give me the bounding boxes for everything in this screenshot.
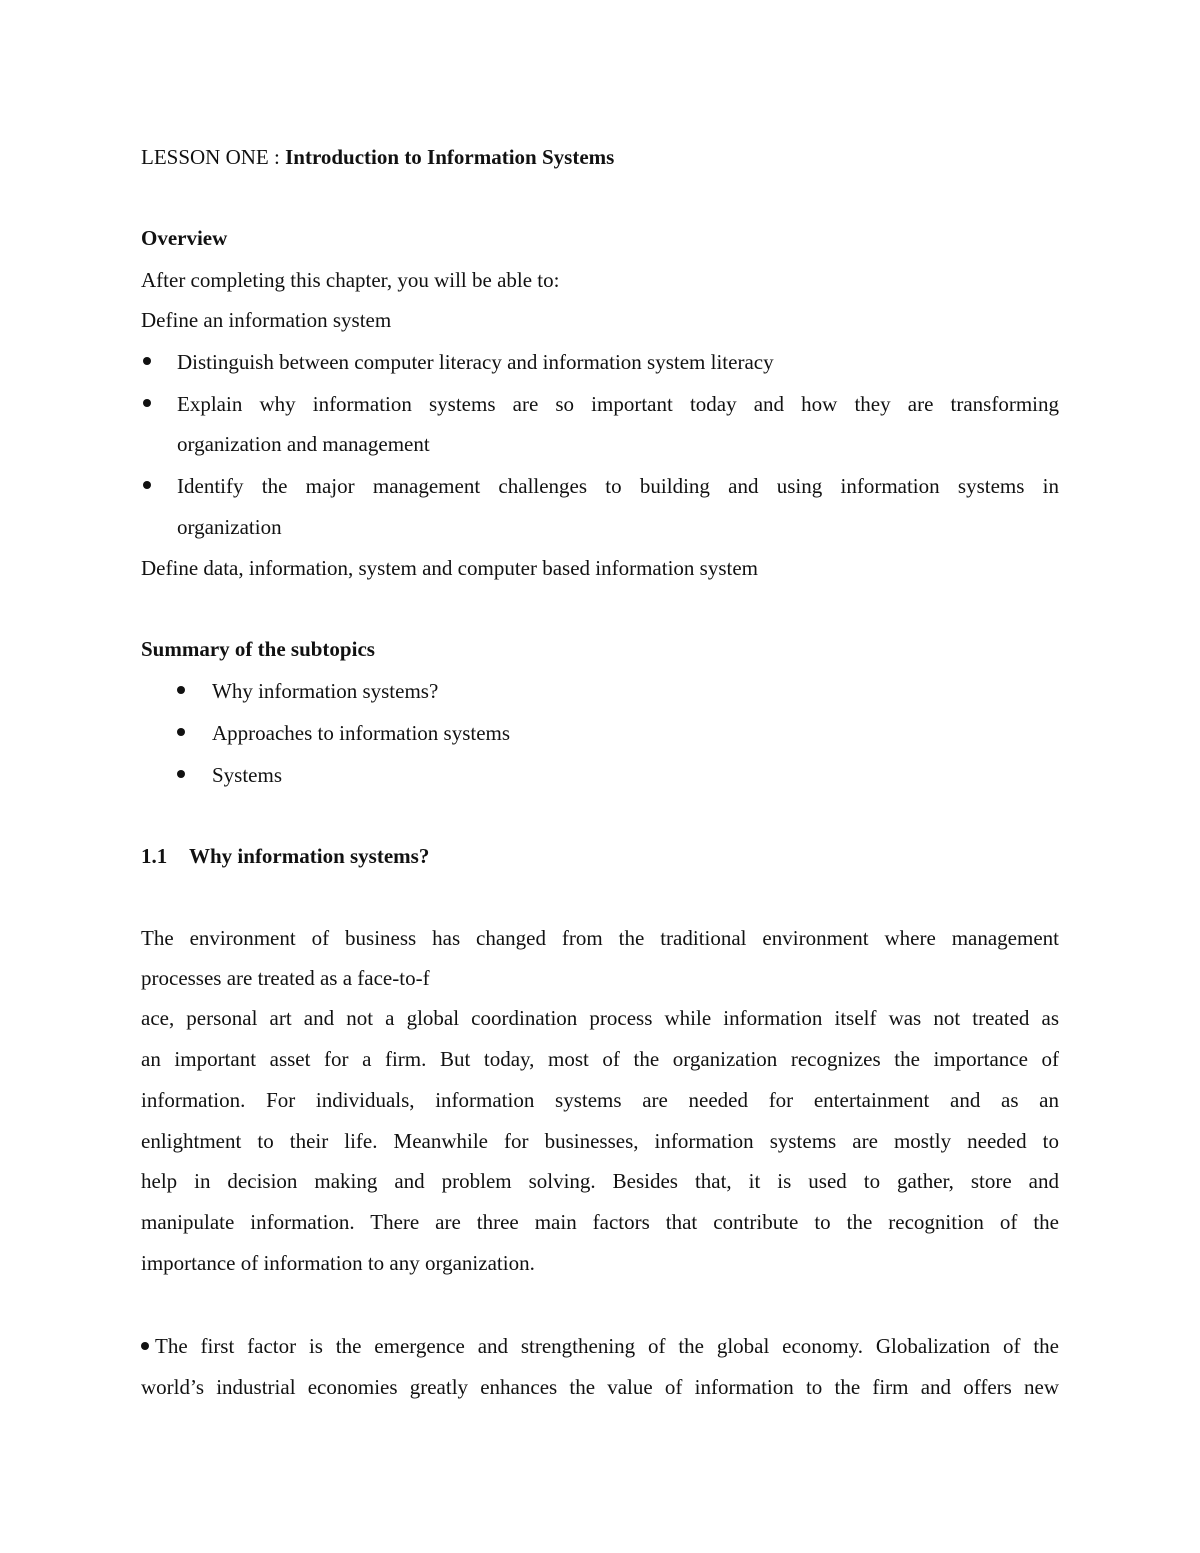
paragraph-line-3: ace, personal art and not a global coordination process while information itself was not treated as: [141, 1006, 1059, 1030]
lesson-title-main: Introduction to Information Systems: [285, 145, 615, 169]
bullet-icon: [143, 357, 151, 365]
factor-line-1-text: The first factor is the emergence and strengthening of the global economy. Globalization of the: [155, 1334, 1059, 1358]
paragraph-line-1: The environment of business has changed from the traditional environment where management: [141, 926, 1059, 950]
overview-heading: Overview: [141, 226, 228, 250]
section-title: Why information systems?: [189, 844, 430, 868]
bullet-icon: [177, 686, 185, 694]
bullet-icon: [143, 399, 151, 407]
paragraph-line-9: importance of information to any organization.: [141, 1251, 535, 1275]
paragraph-line-2: processes are treated as a face-to-f: [141, 966, 430, 990]
factor-line-1: [141, 1332, 1059, 1360]
bullet-icon: [177, 728, 185, 736]
overview-bullet-1: Distinguish between computer literacy and information system literacy: [177, 350, 774, 374]
paragraph-line-5: information. For individuals, information systems are needed for entertainment and as an: [141, 1088, 1059, 1112]
summary-item-1: Why information systems?: [212, 679, 439, 703]
overview-bullet-2-line-1: Explain why information systems are so important today and how they are transforming: [177, 392, 1059, 416]
section-number: 1.1: [141, 844, 168, 868]
overview-bullet-3-line-1: Identify the major management challenges to building and using information systems in: [177, 474, 1059, 498]
bullet-icon: [143, 481, 151, 489]
paragraph-line-4: an important asset for a firm. But today, most of the organization recognizes the importance of: [141, 1047, 1059, 1071]
lesson-title: [141, 143, 614, 171]
overview-intro: After completing this chapter, you will be able to:: [141, 268, 560, 292]
summary-heading: Summary of the subtopics: [141, 637, 375, 661]
paragraph-line-6: enlightment to their life. Meanwhile for businesses, information systems are mostly needed to: [141, 1129, 1059, 1153]
factor-line-2: world’s industrial economies greatly enhances the value of information to the firm and offers new: [141, 1375, 1059, 1399]
section-heading: [141, 842, 429, 870]
paragraph-line-8: manipulate information. There are three main factors that contribute to the recognition of the: [141, 1210, 1059, 1234]
overview-bullet-3-line-2: organization: [177, 515, 282, 539]
bullet-icon: [177, 770, 185, 778]
overview-define-system: Define an information system: [141, 308, 392, 332]
lesson-title-prefix: LESSON ONE :: [141, 145, 286, 169]
bullet-icon: [141, 1342, 149, 1350]
summary-item-3: Systems: [212, 763, 283, 787]
overview-define-data: Define data, information, system and computer based information system: [141, 556, 759, 580]
paragraph-line-7: help in decision making and problem solving. Besides that, it is used to gather, store and: [141, 1169, 1059, 1193]
overview-bullet-2-line-2: organization and management: [177, 432, 430, 456]
summary-item-2: Approaches to information systems: [212, 721, 511, 745]
